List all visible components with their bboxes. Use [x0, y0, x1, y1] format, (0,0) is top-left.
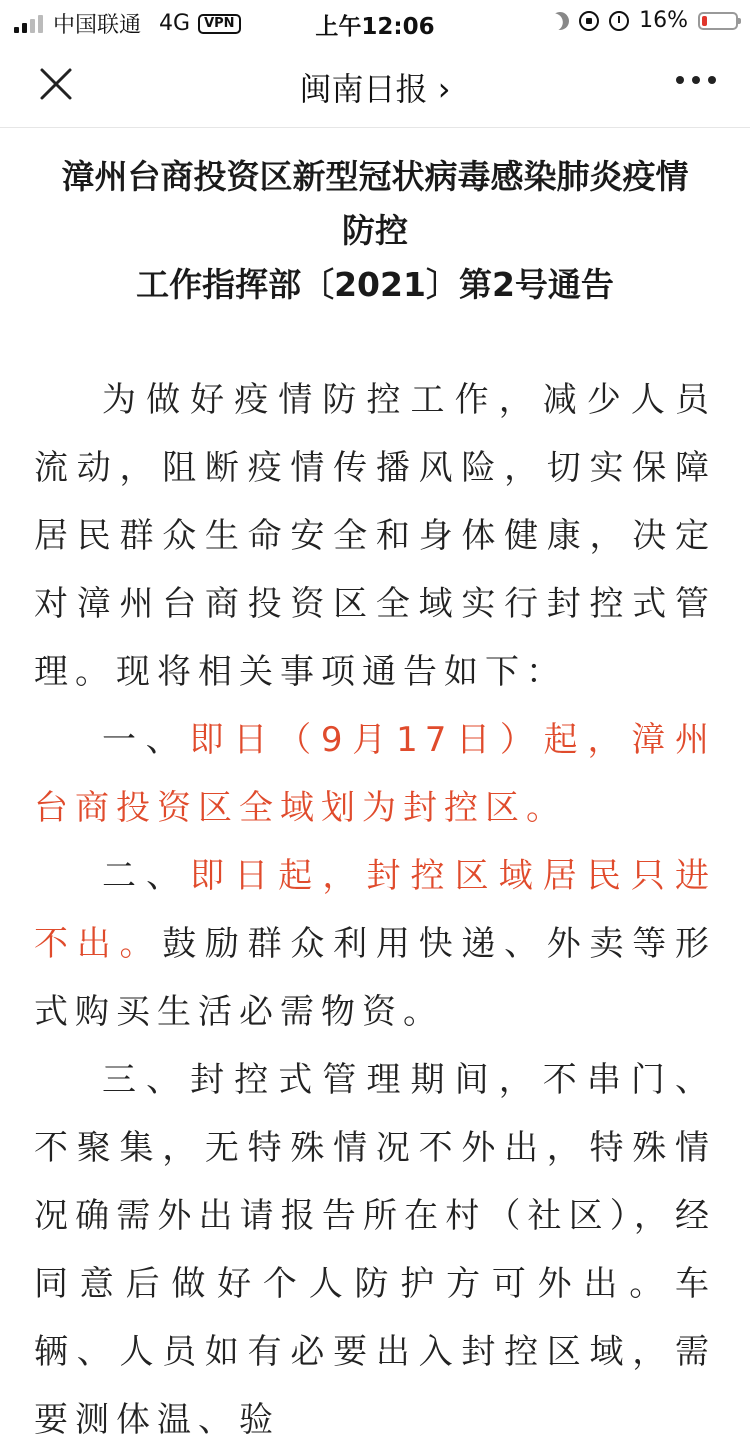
rotation-lock-icon: [579, 11, 599, 31]
chevron-right-icon: ›: [437, 70, 451, 108]
body-paragraph: [34, 706, 716, 842]
close-button[interactable]: [36, 64, 76, 104]
article-body: [34, 366, 716, 1454]
article-headline: [30, 150, 720, 312]
vpn-badge: VPN: [198, 14, 240, 34]
more-button[interactable]: [676, 76, 716, 84]
status-time: 上午12:06: [315, 14, 435, 40]
nav-bar: [0, 40, 750, 128]
network-type: 4G: [159, 11, 191, 36]
headline-line: 漳州台商投资区新型冠状病毒感染肺炎疫情: [61, 157, 689, 196]
headline-line: 工作指挥部〔2021〕第2号通告: [136, 265, 614, 304]
paragraph-text: 三、封控式管理期间，不串门、不聚集，无特殊情况不外出，特殊情况确需外出请报告所在村（社区），经同意后做好个人防护方可外出。车辆、人员如有必要出入封控区域，需要测体温、验: [34, 1060, 716, 1440]
status-right: [551, 8, 738, 33]
article-content[interactable]: [0, 128, 750, 1440]
battery-icon: [698, 12, 738, 30]
account-name: 闽南日报: [299, 70, 428, 108]
paragraph-text: 鼓励群众利用快递、外卖等形式购买生活必需物资。: [34, 924, 717, 1032]
body-paragraph: [34, 842, 716, 1046]
alarm-icon: [609, 11, 629, 31]
more-icon-dot: [676, 76, 684, 84]
do-not-disturb-icon: [548, 8, 573, 33]
battery-percentage: 16%: [639, 8, 688, 33]
paragraph-highlight: 即日（9月17日）起，漳州台商投资区全域划为封控区。: [34, 720, 716, 828]
status-bar: [0, 0, 750, 40]
close-icon: [36, 64, 76, 104]
paragraph-text: 为做好疫情防控工作，减少人员流动，阻断疫情传播风险，切实保障居民群众生命安全和身体健康，决定对漳州台商投资区全域实行封控式管理。现将相关事项通告如下：: [34, 380, 716, 692]
more-icon-dot: [708, 76, 716, 84]
paragraph-highlight: 即日起，封控区域居民只进不出。: [34, 856, 717, 964]
paragraph-prefix: 一、: [102, 720, 190, 760]
paragraph-prefix: 二、: [102, 856, 191, 896]
carrier-name: 中国联通: [53, 13, 142, 38]
account-name-link[interactable]: [300, 70, 451, 108]
nav-title: [0, 64, 750, 110]
body-paragraph: [34, 366, 716, 706]
body-paragraph: [34, 1046, 716, 1454]
battery-level-fill: [702, 16, 707, 26]
more-icon-dot: [692, 76, 700, 84]
headline-line: 防控: [342, 211, 408, 250]
